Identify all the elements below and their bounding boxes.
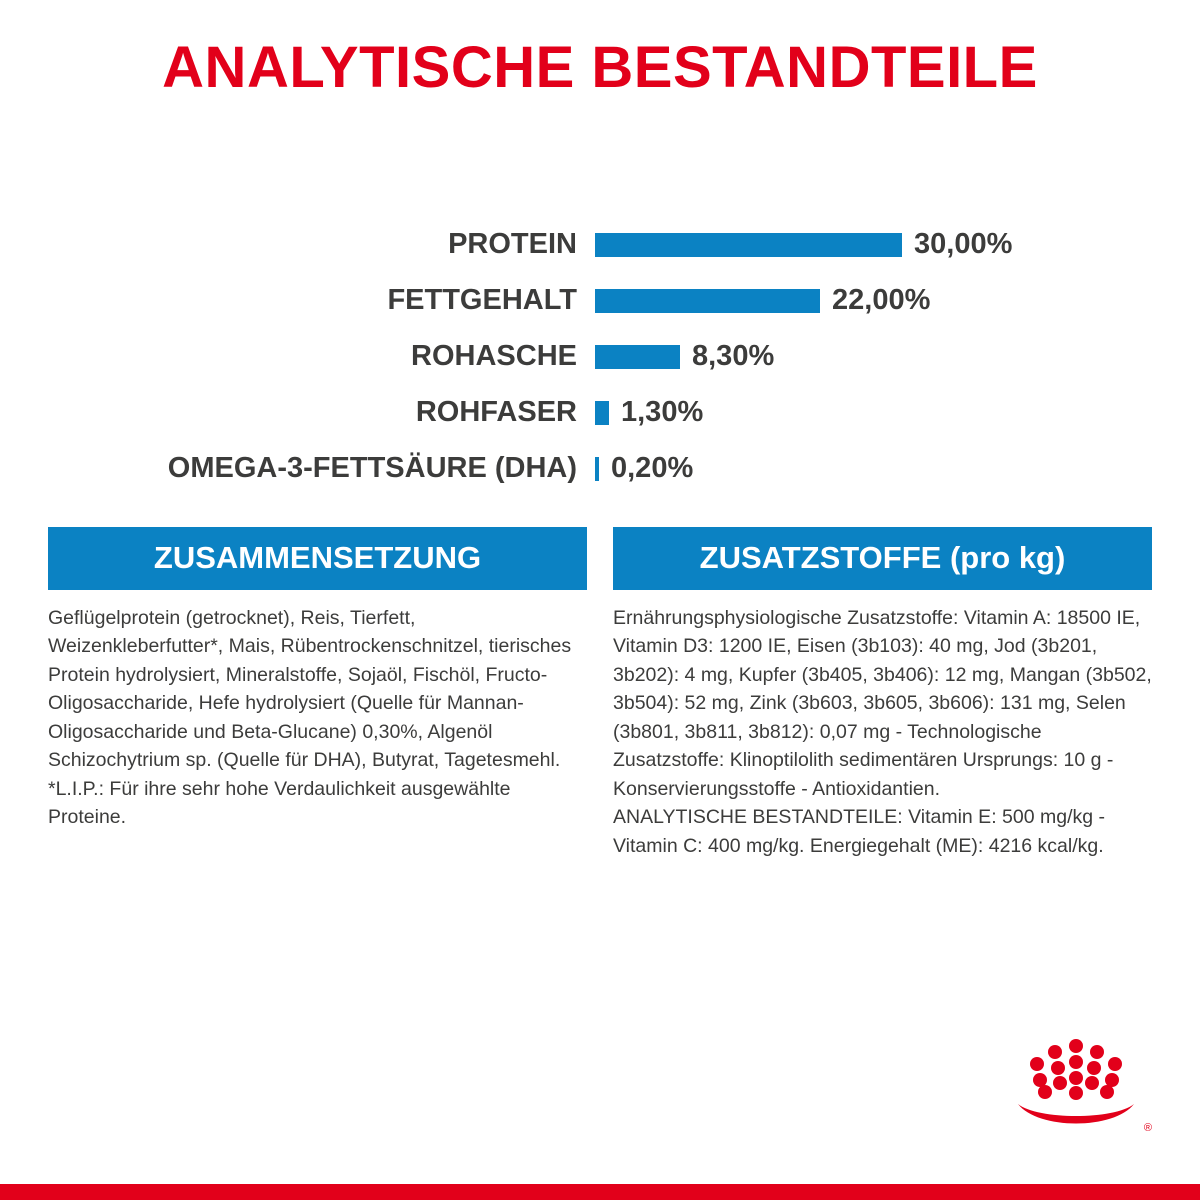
bar-fill-protein bbox=[595, 233, 902, 257]
additives-analytical-text: ANALYTISCHE BESTANDTEILE: Vitamin E: 500 mg/kg - Vitamin C: 400 mg/kg. Energiegehalt (ME): 4216 kcal/kg. bbox=[613, 806, 1105, 857]
additives-heading: ZUSATZSTOFFE (pro kg) bbox=[613, 527, 1152, 590]
composition-body bbox=[48, 604, 587, 832]
chart-bar-row bbox=[40, 273, 1160, 329]
composition-column bbox=[48, 527, 587, 860]
additives-body bbox=[613, 604, 1152, 860]
bar-fill-rohasche bbox=[595, 345, 680, 369]
text-columns bbox=[0, 527, 1200, 860]
bar-value-rohasche: 8,30% bbox=[692, 340, 775, 373]
bar-fill-omega-3 bbox=[595, 457, 599, 481]
bar-fill-fettgehalt bbox=[595, 289, 820, 313]
additives-column bbox=[613, 527, 1152, 860]
bar-value-rohfaser: 1,30% bbox=[621, 396, 704, 429]
bar-track bbox=[595, 228, 1160, 261]
bottom-accent-bar bbox=[0, 1184, 1200, 1200]
chart-bar-row bbox=[40, 385, 1160, 441]
analytical-constituents-chart bbox=[0, 217, 1200, 497]
crown-icon bbox=[1010, 1038, 1142, 1134]
page-title: ANALYTISCHE BESTANDTEILE bbox=[162, 35, 1038, 100]
bar-label-rohfaser: ROHFASER bbox=[415, 396, 577, 429]
bar-label-protein: PROTEIN bbox=[448, 228, 577, 261]
additives-text: Ernährungsphysiologische Zusatzstoffe: Vitamin A: 18500 IE, Vitamin D3: 1200 IE, Eisen (3b103): 40 mg, Jod (3b201, 3b202): 4 mg, Kupfer (3b405, 3b406): 12 mg, Mangan (3b502, 3b504): 52 mg, Zink (3b603, 3b605, 3b606): 131 mg, Selen (3b801, 3b811, 3b812): 0,07 mg - Technologische Zusatzstoffe: Klinoptilolith sedimentären Ursprungs: 10 g - Konservierungsstoffe - Antioxidantien. bbox=[613, 606, 1152, 800]
chart-bar-row bbox=[40, 441, 1160, 497]
composition-footnote: *L.I.P.: Für ihre sehr hohe Verdaulichkeit ausgewählte Proteine. bbox=[48, 777, 511, 829]
bar-track bbox=[595, 396, 1160, 429]
registered-trademark-mark: ® bbox=[1143, 1122, 1152, 1134]
composition-text: Geflügelprotein (getrocknet), Reis, Tierfett, Weizenkleberfutter*, Mais, Rübentrockenschnitzel, tierisches Protein hydrolysiert, Mineralstoffe, Sojaöl, Fischöl, Fructo-Oligosaccharide, Hefe hydrolysiert (Quelle für Mannan-Oligosaccharide und Beta-Glucane) 0,30%, Algenöl Schizochytrium sp. (Quelle für DHA), Butyrat, Tagetesmehl. bbox=[48, 606, 572, 772]
bar-track bbox=[595, 284, 1160, 317]
bar-label-omega-3: OMEGA-3-FETTSÄURE (DHA) bbox=[167, 452, 577, 485]
bar-value-protein: 30,00% bbox=[914, 228, 1013, 261]
bar-label-fettgehalt: FETTGEHALT bbox=[387, 284, 577, 317]
bar-value-omega-3: 0,20% bbox=[611, 452, 694, 485]
bar-fill-rohfaser bbox=[595, 401, 609, 425]
bar-value-fettgehalt: 22,00% bbox=[832, 284, 931, 317]
bar-track bbox=[595, 452, 1160, 485]
bar-label-rohasche: ROHASCHE bbox=[411, 340, 577, 373]
chart-bar-row bbox=[40, 329, 1160, 385]
royal-canin-logo bbox=[1010, 1038, 1152, 1134]
chart-bar-row bbox=[40, 217, 1160, 273]
bar-track bbox=[595, 340, 1160, 373]
composition-heading: ZUSAMMENSETZUNG bbox=[48, 527, 587, 590]
